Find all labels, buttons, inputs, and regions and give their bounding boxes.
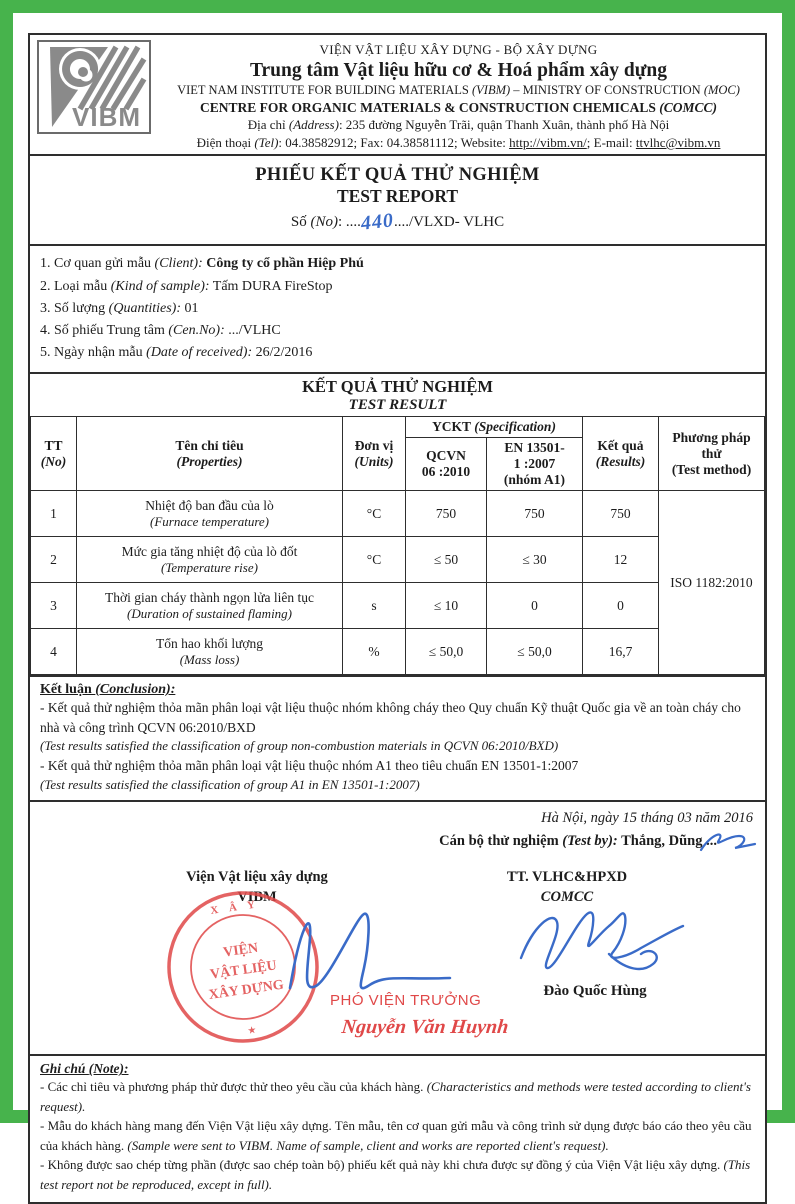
- letterhead-text: [158, 39, 759, 151]
- row-no: 4: [31, 629, 77, 675]
- table-row: [31, 491, 765, 537]
- table-row: [31, 629, 765, 675]
- row-unit: s: [343, 583, 406, 629]
- website-link: http://vibm.vn/: [509, 134, 587, 150]
- row-result: 16,7: [583, 629, 659, 675]
- address-line: Địa chỉ (Address): 235 đường Nguyễn Trãi, quận Thanh Xuân, thành phố Hà Nội: [247, 117, 670, 133]
- col-header-units: Đơn vị (Units): [343, 417, 406, 491]
- right-signatory-name: Đào Quốc Hùng: [543, 983, 647, 1000]
- svg-text:X Â Y: X Â Y: [209, 898, 260, 918]
- row-qcvn: ≤ 10: [406, 583, 487, 629]
- result-title-vi: KẾT QUẢ THỬ NGHIỆM: [302, 377, 493, 396]
- client-line: 1. Cơ quan gửi mẫu (Client): Công ty cổ phần Hiệp Phú: [40, 256, 364, 272]
- svg-text:XÂY DỰNG: XÂY DỰNG: [207, 977, 285, 1004]
- note-line: - Các chỉ tiêu và phương pháp thử được thử theo yêu cầu của khách hàng. (Characteristics and methods were tested according to client's request).: [40, 1079, 751, 1114]
- row-qcvn: ≤ 50: [406, 537, 487, 583]
- conclusion-line: - Kết quả thử nghiệm thỏa mãn phân loại vật liệu thuộc nhóm không cháy theo Quy chuẩn Kỹ thuật Quốc gia về an toàn cháy cho nhà và công trình QCVN 06:2010/BXD: [40, 700, 741, 735]
- right-signatory-org-abbrev: COMCC: [540, 888, 594, 905]
- email-link: ttvlhc@vibm.vn: [635, 134, 721, 150]
- row-no: 3: [31, 583, 77, 629]
- conclusion-heading: Kết luận (Conclusion):: [40, 682, 176, 697]
- row-qcvn: ≤ 50,0: [406, 629, 487, 675]
- row-property: Mức gia tăng nhiệt độ của lò đốt (Temperature rise): [77, 537, 343, 583]
- note-line: - Không được sao chép từng phần (được sao chép toàn bộ) phiếu kết quả này khi chưa được sự đồng ý của Viện Vật liệu xây dựng. (This test report not be reproduced, except in full).: [40, 1157, 751, 1192]
- institute-name-en: VIET NAM INSTITUTE FOR BUILDING MATERIALS (VIBM) – MINISTRY OF CONSTRUCTION (MOC): [177, 82, 740, 97]
- sample-info-section: [30, 246, 765, 374]
- row-en13501: ≤ 30: [487, 537, 583, 583]
- conclusion-line-en: (Test results satisfied the classification of group non-combustion materials in QCVN 06:2010/BXD): [40, 738, 559, 754]
- col-header-properties: Tên chỉ tiêu (Properties): [77, 417, 343, 491]
- row-result: 12: [583, 537, 659, 583]
- svg-text:VẬT LIỆU: VẬT LIỆU: [209, 958, 278, 983]
- logo-wordmark: VIBM: [72, 102, 141, 132]
- date-received-line: 5. Ngày nhận mẫu (Date of received): 26/2/2016: [40, 344, 313, 360]
- centre-no-line: 4. Số phiếu Trung tâm (Cen.No): .../VLHC: [40, 322, 281, 338]
- quantities-line: 3. Số lượng (Quantities): 01: [40, 300, 199, 316]
- row-en13501: ≤ 50,0: [487, 629, 583, 675]
- testby-signature-scribble: [697, 828, 759, 858]
- col-header-qcvn: QCVN 06 :2010: [406, 438, 487, 491]
- note-heading: Ghi chú (Note):: [40, 1061, 129, 1077]
- row-unit: %: [343, 629, 406, 675]
- row-property: Tổn hao khối lượng (Mass loss): [77, 629, 343, 675]
- row-property: Thời gian cháy thành ngọn lửa liên tục (Duration of sustained flaming): [77, 583, 343, 629]
- test-results-table: [30, 416, 765, 675]
- document-body: [28, 33, 767, 1204]
- row-unit: °C: [343, 491, 406, 537]
- col-header-method: Phương pháp thử (Test method): [659, 417, 765, 491]
- result-title-en: TEST RESULT: [348, 397, 447, 413]
- row-no: 2: [31, 537, 77, 583]
- centre-name-vi: Trung tâm Vật liệu hữu cơ & Hoá phẩm xây dựng: [249, 59, 668, 81]
- col-header-results: Kết quả (Results): [583, 417, 659, 491]
- conclusion-section: [30, 675, 765, 802]
- note-line: - Mẫu do khách hàng mang đến Viện Vật liệu xây dựng. Tên mẫu, tên cơ quan gửi mẫu và công trình sử dụng được báo cáo theo yêu cầu của khách hàng. (Sample were sent to VIBM. Name of sample, client and works are reported client's request).: [40, 1118, 752, 1153]
- centre-name-en: CENTRE FOR ORGANIC MATERIALS & CONSTRUCTION CHEMICALS (COMCC): [200, 99, 717, 115]
- place-date-line: Hà Nội, ngày 15 tháng 03 năm 2016: [541, 810, 753, 827]
- deputy-director-title: PHÓ VIỆN TRƯỞNG: [330, 992, 482, 1010]
- report-title-block: [30, 156, 765, 246]
- left-signatory-org: Viện Vật liệu xây dựng: [186, 869, 328, 886]
- paper-sheet: [13, 13, 782, 1192]
- right-signatory-org: TT. VLHC&HPXD: [506, 869, 628, 886]
- row-result: 750: [583, 491, 659, 537]
- test-method-cell: ISO 1182:2010: [659, 491, 765, 675]
- conclusion-line: - Kết quả thử nghiệm thỏa mãn phân loại vật liệu thuộc nhóm A1 theo tiêu chuẩn EN 13501-1:2007: [40, 757, 579, 773]
- contact-line: Điện thoại (Tel): 04.38582912; Fax: 04.38581112; Website: http://vibm.vn/; E-mail: ttvlhc@vibm.vn: [196, 134, 721, 150]
- signature-section: [30, 802, 765, 1054]
- col-header-specification: YCKT (Specification): [406, 417, 583, 438]
- conclusion-line-en: (Test results satisfied the classification of group A1 in EN 13501-1:2007): [40, 776, 420, 792]
- report-title-vi: PHIẾU KẾT QUẢ THỬ NGHIỆM: [255, 165, 540, 186]
- svg-text:★: ★: [246, 1025, 258, 1038]
- note-section: [30, 1054, 765, 1202]
- col-header-no: TT (No): [31, 417, 77, 491]
- row-property: Nhiệt độ ban đầu của lò (Furnace temperature): [77, 491, 343, 537]
- table-row: [31, 537, 765, 583]
- left-signatory-name: Nguyễn Văn Huynh: [340, 1016, 510, 1039]
- row-en13501: 750: [487, 491, 583, 537]
- tested-by-line: Cán bộ thử nghiệm (Test by): Thắng, Dũng ...: [439, 833, 717, 850]
- letterhead: [30, 35, 765, 156]
- left-signatory-org-abbrev: VIBM: [237, 888, 277, 905]
- signature-right: [513, 896, 688, 986]
- row-en13501: 0: [487, 583, 583, 629]
- row-no: 1: [31, 491, 77, 537]
- report-number-line: Số (No): ....440..../VLXD- VLHC: [290, 209, 505, 236]
- col-header-en13501: EN 13501- 1 :2007 (nhóm A1): [487, 438, 583, 491]
- row-qcvn: 750: [406, 491, 487, 537]
- report-title-en: TEST REPORT: [336, 186, 459, 207]
- kind-of-sample-line: 2. Loại mẫu (Kind of sample): Tấm DURA FireStop: [40, 278, 333, 294]
- row-unit: °C: [343, 537, 406, 583]
- svg-text:VIỆN: VIỆN: [222, 941, 260, 961]
- vibm-logo: [36, 39, 152, 135]
- row-result: 0: [583, 583, 659, 629]
- result-section-title: [30, 374, 765, 416]
- ministry-line: VIỆN VẬT LIỆU XÂY DỰNG - BỘ XÂY DỰNG: [319, 42, 598, 57]
- table-row: [31, 583, 765, 629]
- handwritten-report-number: 440: [359, 209, 395, 236]
